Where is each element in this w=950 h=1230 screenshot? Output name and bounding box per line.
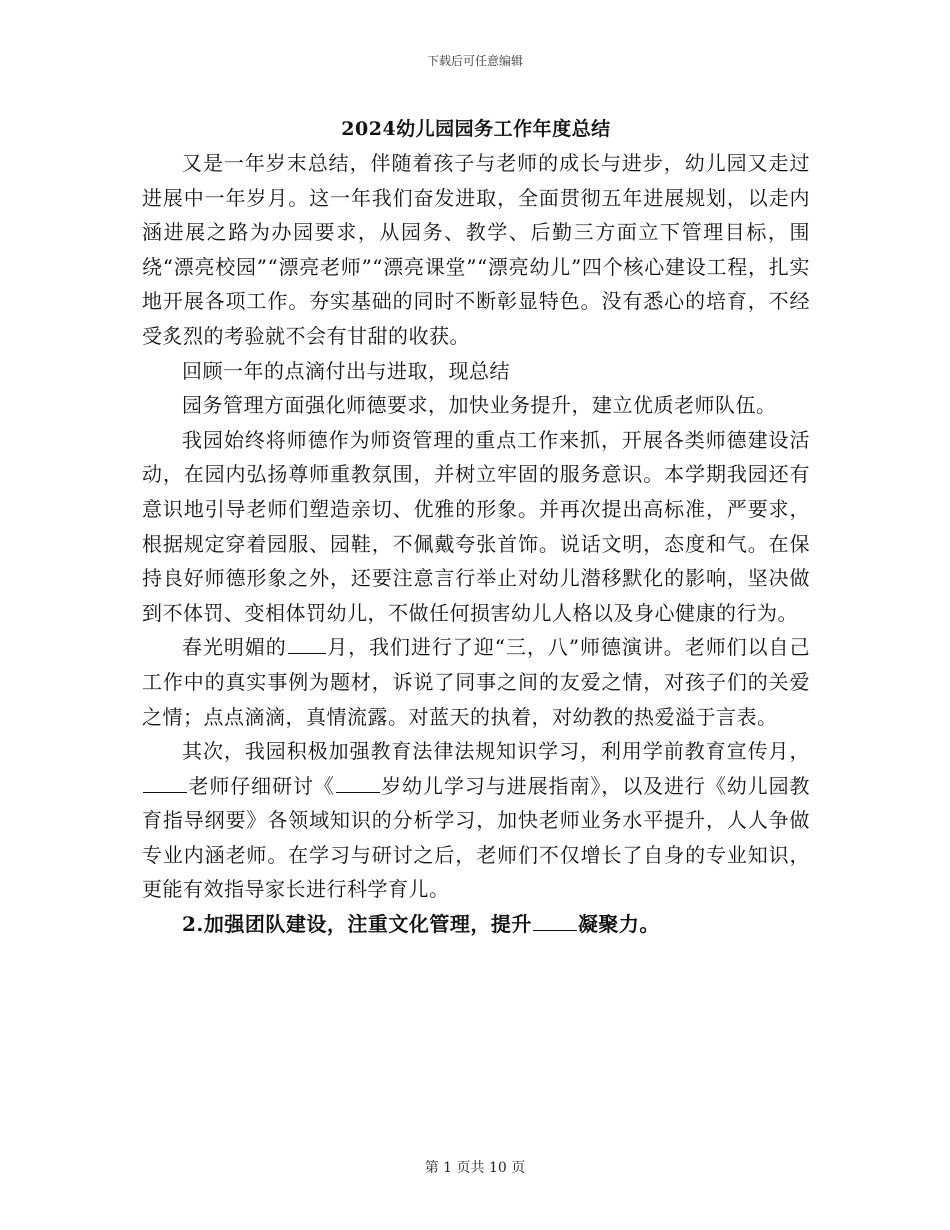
section-heading-team — [142, 907, 810, 942]
paragraph-speech — [142, 630, 810, 734]
text-segment: 春光明媚的 — [182, 635, 287, 660]
page-footer: 第 1 页共 10 页 — [424, 1160, 526, 1176]
fill-blank — [143, 772, 187, 793]
text-segment: 其次，我园积极加强教育法律法规知识学习，利用学前教育宣传月， — [182, 739, 810, 764]
paragraph-review: 回顾一年的点滴付出与进取，现总结 — [182, 358, 510, 383]
text-segment: 月，我们进行了迎“三，八”师德演讲。老师们以自己工作中的真实事例为题材，诉说了同事之间的友爱之情，对孩子们的关爱之情；点点滴滴，真情流露。对蓝天的执着，对幼教的热爱溢于言表。 — [142, 635, 810, 729]
fill-blank — [533, 910, 577, 931]
paragraph-management-heading: 园务管理方面强化师德要求，加快业务提升，建立优质老师队伍。 — [182, 393, 777, 418]
document-body — [142, 112, 810, 942]
header-note: 下载后可任意编辑 — [426, 54, 523, 68]
paragraph-intro: 又是一年岁末总结，伴随着孩子与老师的成长与进步，幼儿园又走过进展中一年岁月。这一年我们奋发进取，全面贯彻五年进展规划，以走内涵进展之路为办园要求，从园务、教学、后勤三方面立下管理目标，围绕“漂亮校园”“漂亮老师”“漂亮课堂”“漂亮幼儿”四个核心建设工程，扎实地开展各项工作。夯实基础的同时不断彰显特色。没有悉心的培育，不经受炙烈的考验就不会有甘甜的收获。 — [142, 151, 810, 348]
text-segment: 老师仔细研讨《 — [188, 773, 335, 798]
fill-blank — [288, 633, 326, 654]
fill-blank — [336, 772, 380, 793]
text-segment: 2.加强团队建设，注重文化管理，提升 — [182, 912, 532, 937]
text-segment: 凝聚力。 — [577, 912, 660, 937]
paragraph-study — [142, 734, 810, 907]
document-title: 2024幼儿园园务工作年度总结 — [341, 118, 611, 140]
paragraph-ethics: 我园始终将师德作为师资管理的重点工作来抓，开展各类师德建设活动，在园内弘扬尊师重教氛围，并树立牢固的服务意识。本学期我园还有意识地引导老师们塑造亲切、优雅的形象。并再次提出高标准，严要求，根据规定穿着园服、园鞋，不佩戴夸张首饰。说话文明，态度和气。在保持良好师德形象之外，还要注意言行举止对幼儿潜移默化的影响，坚决做到不体罚、变相体罚幼儿，不做任何损害幼儿人格以及身心健康的行为。 — [142, 427, 810, 625]
text-segment: 岁幼儿学习与进展指南》，以及进行《幼儿园教育指导纲要》各领域知识的分析学习，加快老师业务水平提升，人人争做专业内涵老师。在学习与研讨之后，老师们不仅增长了自身的专业知识，更能有效指导家长进行科学育儿。 — [142, 773, 811, 902]
